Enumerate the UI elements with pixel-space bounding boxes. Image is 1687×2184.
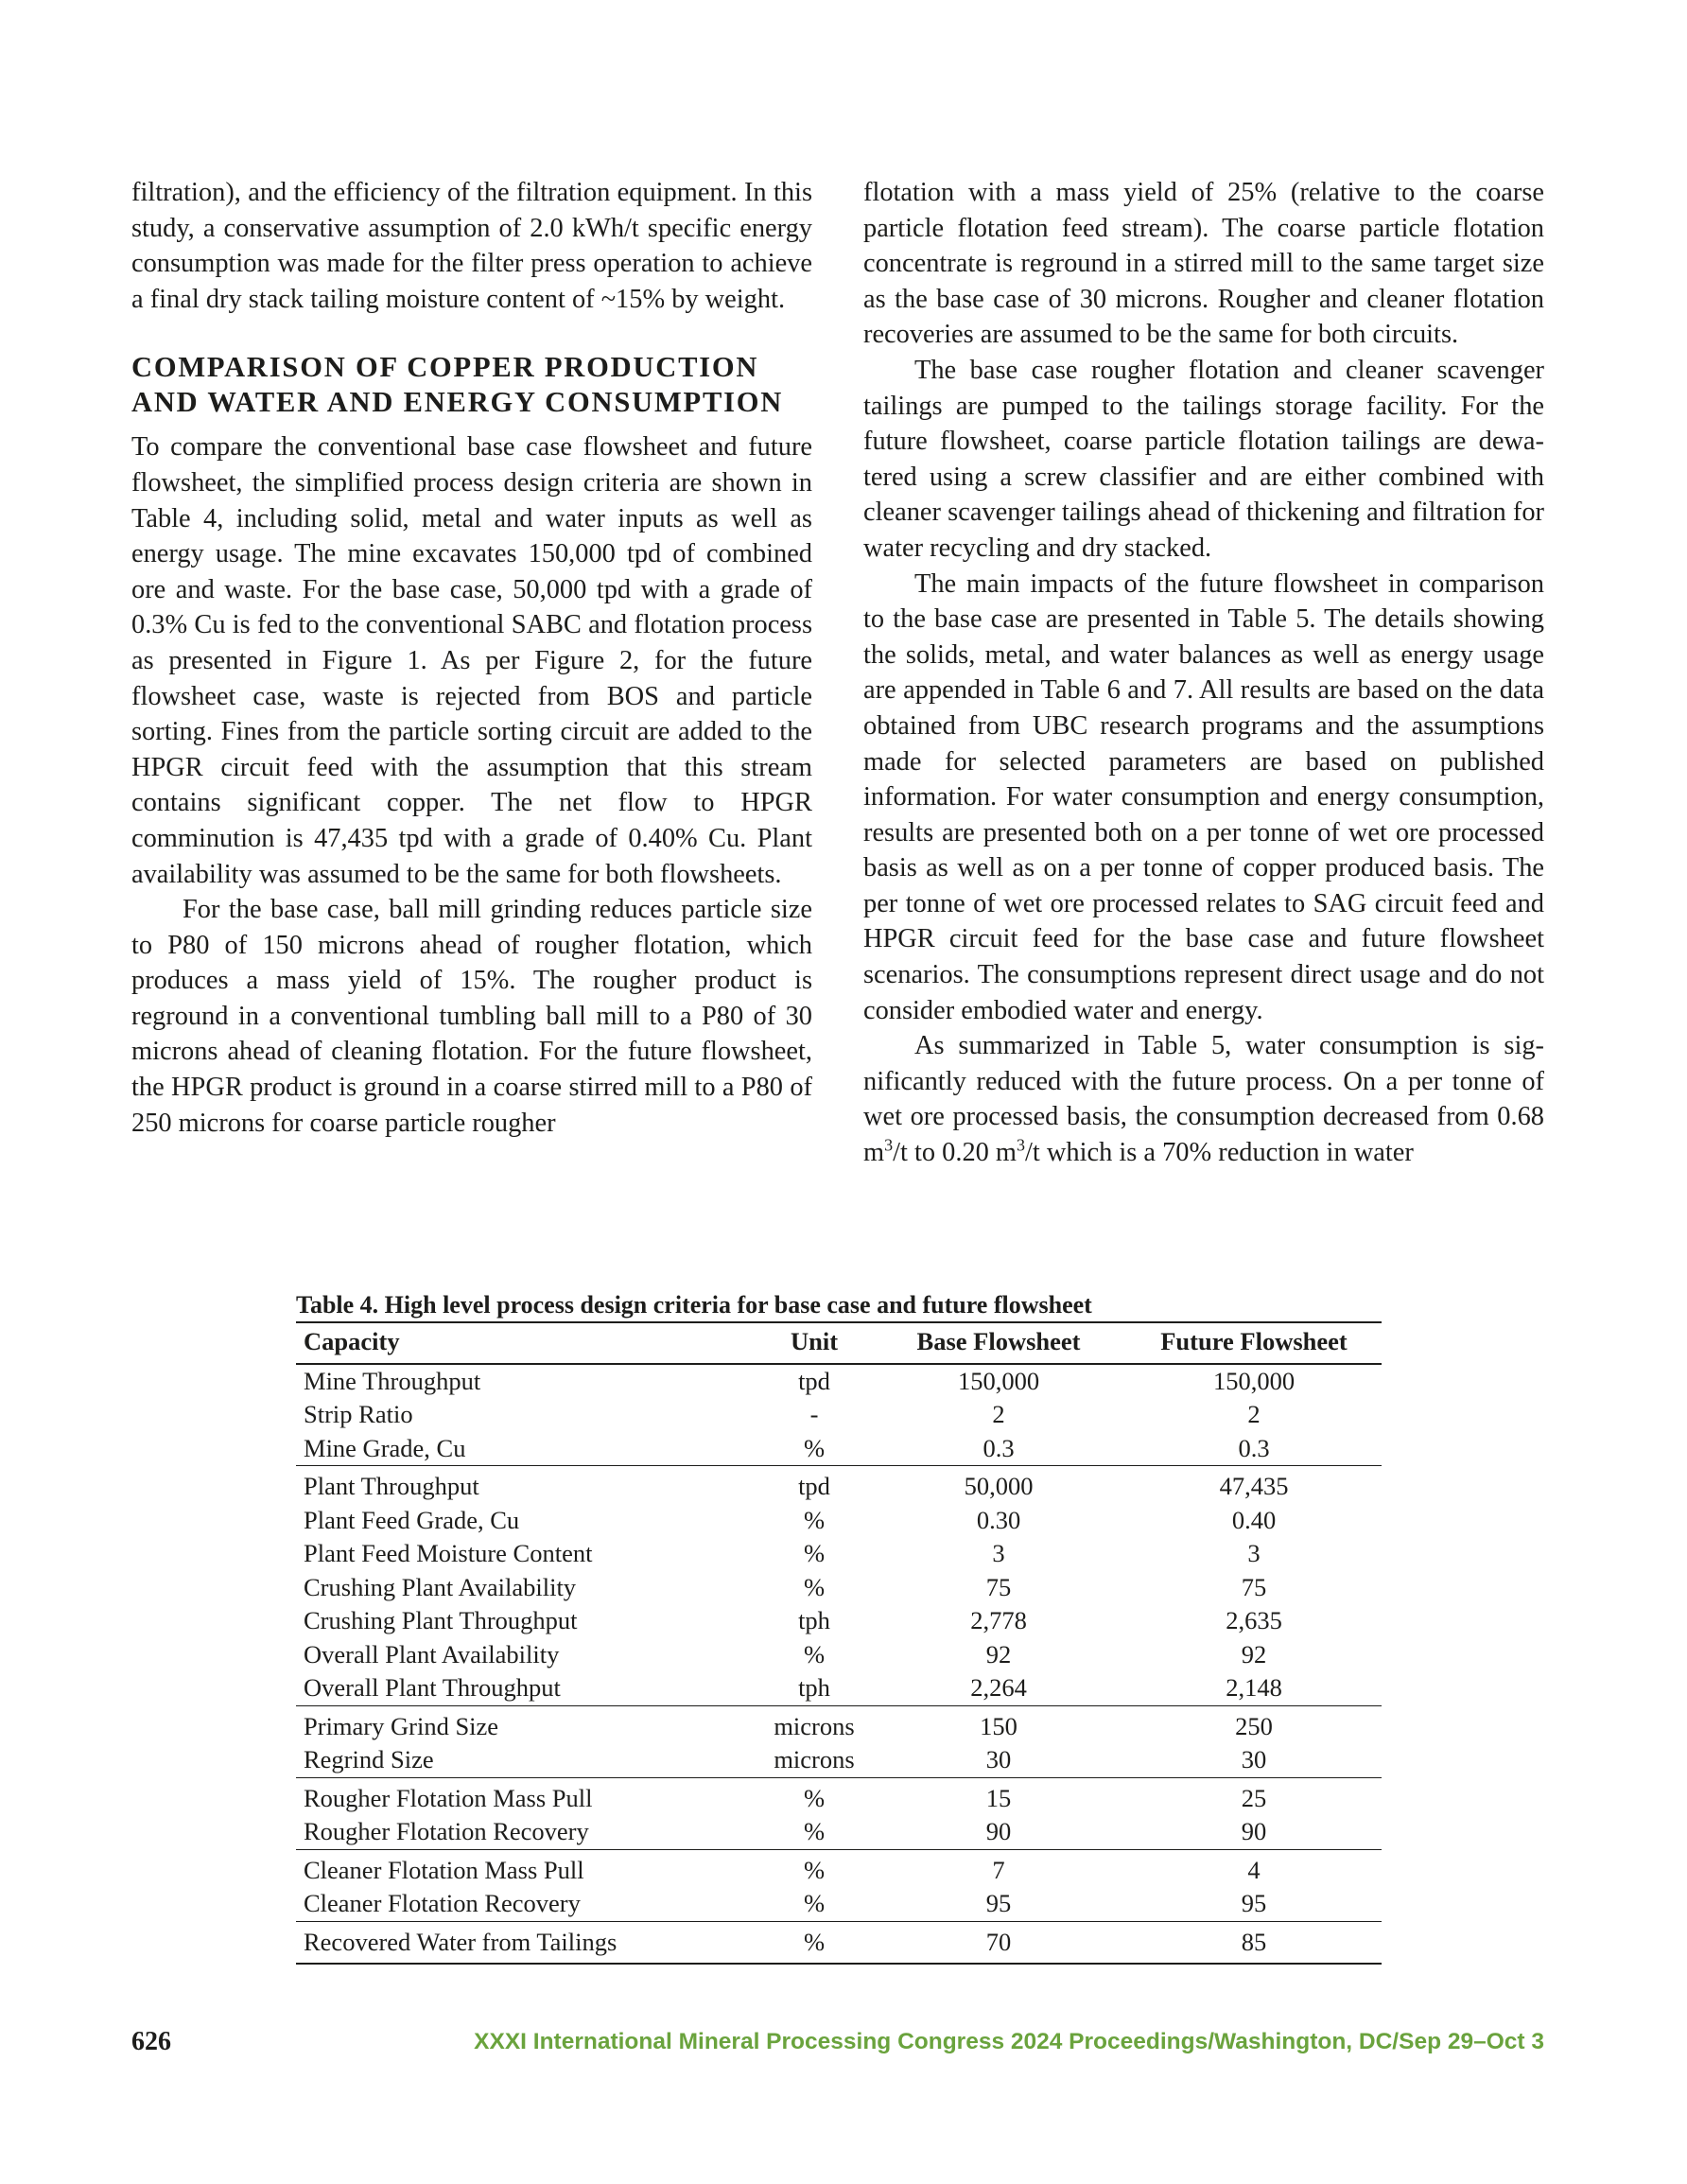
table-row — [296, 1705, 1382, 1743]
cell-unit: % — [803, 1817, 826, 1845]
cell-capacity: Strip Ratio — [304, 1400, 413, 1428]
page-footer — [131, 2027, 1544, 2065]
cell-future: 92 — [1241, 1639, 1267, 1669]
table-row — [296, 1815, 1382, 1849]
table-header-row — [296, 1322, 1382, 1364]
cell-future: 2,635 — [1226, 1606, 1282, 1634]
text-run: /t to 0.20 m — [893, 1138, 1017, 1168]
cell-future: 0.3 — [1238, 1433, 1270, 1462]
page-number: 626 — [131, 2027, 171, 2056]
cell-unit: % — [803, 1639, 826, 1669]
paragraph: To compare the conventional base case flowsheet and future flowsheet, the simplified process design criteria are shown in Table 4, including solid, metal and water inputs as well as energy usage. The mine excavates 150,000 tpd of combined ore and waste. For the base case, 50,000 tpd with a grade of 0.3% Cu is fed to the conventional SABC and flotation process as presented in Figure 1. As per Figure 2, for the future flowsheet case, waste is rejected from BOS and particle sorting. Fines from the particle sorting circuit are added to the HPGR circuit feed with the assumption that this stream contains significant copper. The net flow to HPGR comminution is 47,435 tpd with a grade of 0.40% Cu. Plant availability was assumed to be the same for both flowsheets. — [131, 432, 812, 889]
table-row — [296, 1398, 1382, 1432]
cell-base: 150 — [871, 1705, 1126, 1743]
header-base-flowsheet: Base Flowsheet — [871, 1322, 1126, 1364]
cell-capacity: Cleaner Flotation Recovery — [304, 1889, 581, 1917]
table-row — [296, 1638, 1382, 1672]
cell-future: 25 — [1126, 1777, 1382, 1815]
cell-unit: tpd — [798, 1366, 830, 1395]
paragraph — [863, 1028, 1544, 1170]
paragraph: The base case rougher flotation and cleaner scavenger tailings are pumped to the tailings storage facility. For the future flowsheet, coarse particle flotation tailings are dewatered using a screw classifier and are either combined with cleaner scavenger tailings ahead of thickening and filtration for water recycling and dry stacked. — [863, 355, 1544, 563]
cell-future: 250 — [1126, 1705, 1382, 1743]
cell-capacity: Recovered Water from Tailings — [296, 1921, 757, 1964]
cell-unit: microns — [774, 1745, 855, 1773]
paragraph: filtration), and the efficiency of the filtration equipment. In this study, a conservative assumption of 2.0 kWh/t specific energy consumption was made for the filter press operation to achieve a final dry stack tailing moisture content of ~15% by weight. — [131, 178, 812, 314]
cell-future: 30 — [1241, 1745, 1267, 1773]
cell-base: 3 — [992, 1539, 1005, 1567]
cell-capacity: Rougher Flotation Mass Pull — [296, 1777, 757, 1815]
left-column — [131, 175, 812, 1141]
cell-capacity: Cleaner Flotation Mass Pull — [296, 1849, 757, 1887]
cell-unit: % — [803, 1572, 826, 1601]
table-caption: Table 4. High level process design criteria for base case and future flowsheet — [296, 1291, 1092, 1319]
cell-capacity: Primary Grind Size — [296, 1705, 757, 1743]
cell-capacity: Overall Plant Availability — [304, 1639, 560, 1669]
cell-capacity: Overall Plant Throughput — [304, 1673, 561, 1702]
table-row — [296, 1887, 1382, 1921]
cell-future: 3 — [1247, 1539, 1261, 1567]
cell-future: 47,435 — [1126, 1466, 1382, 1504]
cell-base: 2,778 — [970, 1606, 1027, 1634]
cell-future: 90 — [1241, 1817, 1267, 1845]
cell-unit: % — [803, 1889, 826, 1917]
table-row — [296, 1466, 1382, 1504]
superscript: 3 — [884, 1135, 894, 1155]
table-row — [296, 1432, 1382, 1466]
section-heading: COMPARISON OF COPPER PRODUCTION AND WATER AND ENERGY CONSUMPTION — [131, 351, 784, 419]
cell-unit: tph — [798, 1606, 830, 1634]
cell-base: 0.3 — [983, 1433, 1015, 1462]
cell-future: 150,000 — [1212, 1366, 1296, 1395]
cell-unit: - — [809, 1400, 819, 1428]
paragraph: The main impacts of the future flowsheet in comparison to the base case are presented in Table 5. The details showing the solids, metal, and water balances as well as energy usage are appended in Table 6 and 7. All results are based on the data obtained from UBC research programs and the assumptions made for selected parameters are based on published information. For water consumption and energy consumption, results are presented both on a per tonne of wet ore processed basis as well as on a per tonne of copper produced basis. The per tonne of wet ore processed relates to SAG circuit feed and HPGR circuit feed for the base case and future flowsheet scenarios. The consumptions represent direct usage and do not consider embodied water and energy. — [863, 568, 1544, 1025]
cell-capacity: Crushing Plant Availability — [304, 1572, 577, 1601]
cell-capacity: Mine Throughput — [304, 1366, 481, 1395]
cell-base: 90 — [985, 1817, 1012, 1845]
table-row — [296, 1604, 1382, 1638]
table-row — [296, 1743, 1382, 1777]
cell-future: 2 — [1247, 1400, 1261, 1428]
cell-base: 30 — [985, 1745, 1012, 1773]
text-run: As summarized in Table 5, water consumption is significantly reduced with the future process. On a per tonne of wet ore processed basis, the consumption decreased from 0.68 m — [863, 1031, 1544, 1168]
superscript: 3 — [1017, 1135, 1026, 1155]
cell-unit: % — [803, 1539, 826, 1567]
table-row — [296, 1537, 1382, 1571]
cell-base: 0.30 — [976, 1505, 1021, 1534]
cell-future: 85 — [1126, 1921, 1382, 1964]
table-row — [296, 1671, 1382, 1705]
paragraph: For the base case, ball mill grinding reduces particle size to P80 of 150 microns ahead of rougher flotation, which produces a mass yield of 15%. The rougher product is reground in a conventional tumbling ball mill to a P80 of 30 microns ahead of cleaning flotation. For the future flowsheet, the HPGR product is ground in a coarse stirred mill to a P80 of 250 microns for coarse particle rougher — [131, 895, 812, 1138]
table-row — [296, 1777, 1382, 1815]
cell-base: 95 — [985, 1889, 1012, 1917]
cell-base: 70 — [871, 1921, 1126, 1964]
journal-title: XXXI International Mineral Processing Congress 2024 Proceedings/Washington, DC/Sep 29–Oct 3 — [474, 2029, 1544, 2054]
cell-capacity: Crushing Plant Throughput — [304, 1606, 578, 1634]
cell-future: 4 — [1126, 1849, 1382, 1887]
cell-base: 7 — [871, 1849, 1126, 1887]
table-row — [296, 1364, 1382, 1399]
cell-capacity: Mine Grade, Cu — [304, 1433, 466, 1462]
process-criteria-table — [296, 1321, 1382, 1965]
cell-base: 150,000 — [957, 1366, 1040, 1395]
text-run: /t which is a 70% reduction in water — [1025, 1138, 1414, 1168]
cell-base: 50,000 — [871, 1466, 1126, 1504]
table-row — [296, 1921, 1382, 1964]
cell-capacity: Plant Throughput — [296, 1466, 757, 1504]
cell-capacity: Plant Feed Grade, Cu — [304, 1505, 520, 1534]
cell-base: 15 — [871, 1777, 1126, 1815]
cell-base: 2,264 — [970, 1673, 1027, 1702]
header-future-flowsheet: Future Flowsheet — [1126, 1322, 1382, 1364]
cell-unit: microns — [757, 1705, 871, 1743]
cell-base: 92 — [985, 1639, 1012, 1669]
table-row — [296, 1849, 1382, 1887]
cell-unit: tph — [798, 1673, 830, 1702]
table-row — [296, 1504, 1382, 1538]
cell-future: 0.40 — [1231, 1505, 1277, 1534]
cell-unit: % — [757, 1849, 871, 1887]
table-row — [296, 1571, 1382, 1605]
cell-unit: % — [803, 1433, 826, 1462]
cell-base: 75 — [985, 1572, 1012, 1601]
cell-unit: % — [803, 1505, 826, 1534]
header-unit: Unit — [757, 1322, 871, 1364]
cell-capacity: Plant Feed Moisture Content — [304, 1539, 593, 1567]
cell-unit: % — [757, 1921, 871, 1964]
cell-capacity: Regrind Size — [304, 1745, 434, 1773]
cell-unit: tpd — [757, 1466, 871, 1504]
cell-base: 2 — [992, 1400, 1005, 1428]
table-4 — [296, 1289, 1382, 1965]
cell-future: 75 — [1241, 1572, 1267, 1601]
header-capacity: Capacity — [296, 1322, 757, 1364]
paragraph: flotation with a mass yield of 25% (relative to the coarse particle flotation feed stream). The coarse particle flotation concentrate is reground in a stirred mill to the same target size as the base case of 30 microns. Rougher and cleaner flotation recoveries are assumed to be the same for both circuits. — [863, 178, 1544, 350]
cell-future: 2,148 — [1226, 1673, 1282, 1702]
cell-unit: % — [757, 1777, 871, 1815]
right-column — [863, 175, 1544, 1171]
cell-future: 95 — [1241, 1889, 1267, 1917]
cell-capacity: Rougher Flotation Recovery — [304, 1817, 589, 1845]
